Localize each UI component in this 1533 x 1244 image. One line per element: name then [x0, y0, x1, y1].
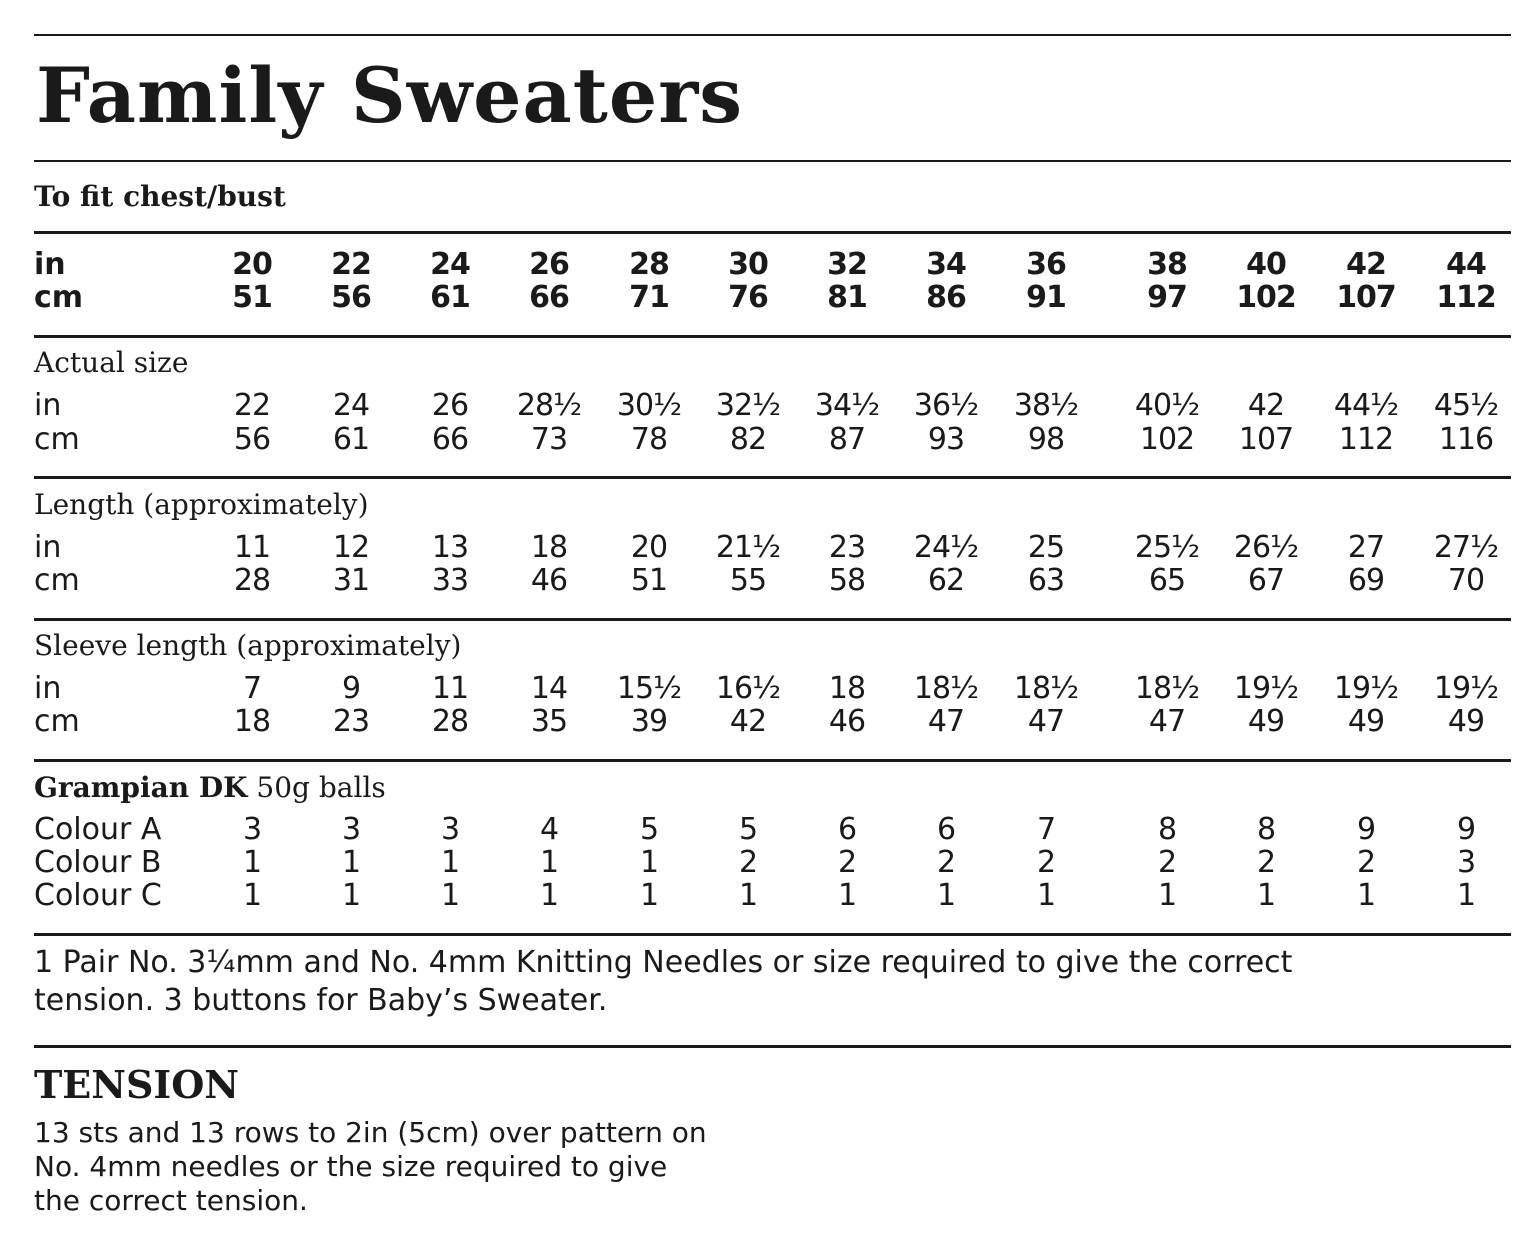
- size-value: 61: [332, 422, 370, 457]
- size-value: 1: [738, 878, 758, 913]
- size-value: 21½: [715, 530, 781, 565]
- yarn-name: Grampian DK: [34, 771, 248, 804]
- size-value: 2: [837, 845, 857, 880]
- top-rule: [34, 34, 1511, 36]
- size-value: 27: [1347, 530, 1385, 565]
- size-value: 40: [1246, 247, 1286, 282]
- needles-line: tension. 3 buttons for Baby’s Sweater.: [34, 983, 608, 1018]
- row-label: cm: [34, 422, 80, 457]
- section-rule: [34, 933, 1511, 936]
- actual-cm-row: [0, 423, 1533, 457]
- size-value: 67: [1247, 563, 1285, 598]
- size-value: 1: [242, 845, 262, 880]
- size-value: 2: [1356, 845, 1376, 880]
- chest-heading: To fit chest/bust: [34, 180, 286, 213]
- colour-c-row: [0, 879, 1533, 913]
- size-value: 18½: [913, 671, 979, 706]
- size-value: 22: [233, 388, 271, 423]
- size-value: 16½: [715, 671, 781, 706]
- size-value: 107: [1238, 422, 1294, 457]
- size-value: 1: [837, 878, 857, 913]
- size-value: 42: [1247, 388, 1285, 423]
- size-value: 34½: [814, 388, 880, 423]
- size-value: 3: [440, 812, 460, 847]
- size-value: 26: [529, 247, 569, 282]
- size-value: 87: [828, 422, 866, 457]
- needles-note: [34, 944, 1494, 1020]
- size-value: 18: [233, 704, 271, 739]
- size-value: 46: [530, 563, 568, 598]
- row-label: cm: [34, 563, 80, 598]
- colour-b-row: [0, 846, 1533, 880]
- size-value: 32: [827, 247, 867, 282]
- chest-in-row: [0, 248, 1533, 282]
- tension-line: No. 4mm needles or the size required to give: [34, 1150, 668, 1183]
- size-value: 9: [1456, 812, 1476, 847]
- size-value: 81: [827, 280, 867, 315]
- row-label: cm: [34, 704, 80, 739]
- size-value: 63: [1027, 563, 1065, 598]
- size-value: 47: [927, 704, 965, 739]
- size-value: 73: [530, 422, 568, 457]
- size-value: 18: [828, 671, 866, 706]
- size-value: 97: [1147, 280, 1187, 315]
- size-value: 19½: [1233, 671, 1299, 706]
- size-value: 28: [431, 704, 469, 739]
- size-value: 49: [1347, 704, 1385, 739]
- actual-in-row: [0, 389, 1533, 423]
- size-value: 3: [1456, 845, 1476, 880]
- tension-text: [34, 1116, 754, 1218]
- section-rule: [34, 335, 1511, 338]
- length-heading: Length (approximately): [34, 488, 369, 521]
- size-value: 82: [729, 422, 767, 457]
- size-value: 20: [232, 247, 272, 282]
- size-value: 56: [233, 422, 271, 457]
- size-value: 1: [440, 878, 460, 913]
- size-value: 6: [936, 812, 956, 847]
- size-value: 7: [1036, 812, 1056, 847]
- size-value: 8: [1157, 812, 1177, 847]
- size-value: 8: [1256, 812, 1276, 847]
- size-value: 39: [630, 704, 668, 739]
- size-value: 44½: [1333, 388, 1399, 423]
- row-label: in: [34, 671, 62, 706]
- section-rule: [34, 476, 1511, 479]
- size-value: 15½: [616, 671, 682, 706]
- size-value: 30½: [616, 388, 682, 423]
- size-value: 51: [630, 563, 668, 598]
- size-value: 13: [431, 530, 469, 565]
- size-value: 19½: [1433, 671, 1499, 706]
- size-value: 34: [926, 247, 966, 282]
- sleeve-in-row: [0, 672, 1533, 706]
- size-value: 102: [1236, 280, 1296, 315]
- size-value: 98: [1027, 422, 1065, 457]
- size-value: 1: [1256, 878, 1276, 913]
- tension-line: the correct tension.: [34, 1184, 308, 1217]
- size-value: 70: [1447, 563, 1485, 598]
- size-value: 102: [1139, 422, 1195, 457]
- size-value: 62: [927, 563, 965, 598]
- size-value: 44: [1446, 247, 1486, 282]
- size-value: 20: [630, 530, 668, 565]
- size-value: 12: [332, 530, 370, 565]
- yarn-quantity: 50g balls: [247, 771, 386, 804]
- size-value: 36½: [913, 388, 979, 423]
- size-value: 3: [341, 812, 361, 847]
- size-value: 25: [1027, 530, 1065, 565]
- size-value: 66: [529, 280, 569, 315]
- size-value: 11: [233, 530, 271, 565]
- size-value: 69: [1347, 563, 1385, 598]
- size-value: 1: [242, 878, 262, 913]
- size-value: 71: [629, 280, 669, 315]
- size-value: 61: [430, 280, 470, 315]
- size-value: 24½: [913, 530, 979, 565]
- title-rule: [34, 160, 1511, 162]
- section-rule: [34, 618, 1511, 621]
- size-value: 19½: [1333, 671, 1399, 706]
- size-value: 7: [242, 671, 262, 706]
- size-value: 2: [738, 845, 758, 880]
- size-value: 116: [1438, 422, 1494, 457]
- needles-line: 1 Pair No. 3¼mm and No. 4mm Knitting Needles or size required to give the correct: [34, 945, 1293, 980]
- size-value: 1: [341, 878, 361, 913]
- row-label: Colour C: [34, 878, 162, 913]
- size-value: 45½: [1433, 388, 1499, 423]
- chest-cm-row: [0, 281, 1533, 315]
- size-value: 2: [1256, 845, 1276, 880]
- size-value: 91: [1026, 280, 1066, 315]
- size-value: 1: [539, 878, 559, 913]
- size-value: 65: [1148, 563, 1186, 598]
- length-in-row: [0, 531, 1533, 565]
- size-value: 1: [539, 845, 559, 880]
- row-label: in: [34, 530, 62, 565]
- size-value: 86: [926, 280, 966, 315]
- size-value: 49: [1447, 704, 1485, 739]
- size-value: 26½: [1233, 530, 1299, 565]
- size-value: 31: [332, 563, 370, 598]
- yarn-heading: [34, 771, 386, 805]
- size-value: 112: [1338, 422, 1394, 457]
- size-value: 5: [639, 812, 659, 847]
- row-label: cm: [34, 280, 84, 315]
- size-value: 1: [639, 845, 659, 880]
- size-value: 24: [430, 247, 470, 282]
- size-value: 25½: [1134, 530, 1200, 565]
- size-value: 35: [530, 704, 568, 739]
- size-value: 1: [341, 845, 361, 880]
- size-value: 9: [341, 671, 361, 706]
- size-value: 22: [331, 247, 371, 282]
- size-value: 33: [431, 563, 469, 598]
- size-value: 2: [1036, 845, 1056, 880]
- size-value: 6: [837, 812, 857, 847]
- length-cm-row: [0, 564, 1533, 598]
- sleeve-heading: Sleeve length (approximately): [34, 629, 462, 662]
- sleeve-cm-row: [0, 705, 1533, 739]
- size-value: 27½: [1433, 530, 1499, 565]
- colour-a-row: [0, 813, 1533, 847]
- size-value: 107: [1336, 280, 1396, 315]
- size-value: 1: [1456, 878, 1476, 913]
- size-value: 32½: [715, 388, 781, 423]
- size-value: 24: [332, 388, 370, 423]
- size-value: 26: [431, 388, 469, 423]
- size-value: 1: [936, 878, 956, 913]
- size-value: 1: [639, 878, 659, 913]
- size-value: 42: [729, 704, 767, 739]
- size-value: 1: [440, 845, 460, 880]
- section-rule: [34, 759, 1511, 762]
- size-value: 5: [738, 812, 758, 847]
- row-label: Colour B: [34, 845, 162, 880]
- size-value: 46: [828, 704, 866, 739]
- actual-size-heading: Actual size: [34, 346, 189, 379]
- size-value: 2: [1157, 845, 1177, 880]
- size-value: 3: [242, 812, 262, 847]
- tension-line: 13 sts and 13 rows to 2in (5cm) over pattern on: [34, 1116, 707, 1149]
- size-value: 28½: [516, 388, 582, 423]
- size-value: 28: [629, 247, 669, 282]
- size-value: 58: [828, 563, 866, 598]
- size-value: 36: [1026, 247, 1066, 282]
- size-value: 56: [331, 280, 371, 315]
- size-value: 2: [936, 845, 956, 880]
- size-value: 78: [630, 422, 668, 457]
- size-value: 9: [1356, 812, 1376, 847]
- size-value: 23: [828, 530, 866, 565]
- tension-heading: TENSION: [34, 1062, 240, 1107]
- size-value: 51: [232, 280, 272, 315]
- page-title: Family Sweaters: [36, 51, 744, 140]
- size-value: 38½: [1013, 388, 1079, 423]
- size-value: 112: [1436, 280, 1496, 315]
- size-value: 55: [729, 563, 767, 598]
- row-label: in: [34, 388, 62, 423]
- size-value: 18: [530, 530, 568, 565]
- size-value: 47: [1027, 704, 1065, 739]
- size-value: 18½: [1134, 671, 1200, 706]
- size-value: 49: [1247, 704, 1285, 739]
- row-label: in: [34, 247, 66, 282]
- size-value: 28: [233, 563, 271, 598]
- size-value: 1: [1036, 878, 1056, 913]
- chest-rule: [34, 231, 1511, 234]
- size-value: 42: [1346, 247, 1386, 282]
- size-value: 76: [728, 280, 768, 315]
- size-value: 18½: [1013, 671, 1079, 706]
- size-value: 11: [431, 671, 469, 706]
- size-value: 1: [1157, 878, 1177, 913]
- size-value: 1: [1356, 878, 1376, 913]
- size-value: 38: [1147, 247, 1187, 282]
- size-value: 40½: [1134, 388, 1200, 423]
- size-value: 47: [1148, 704, 1186, 739]
- section-rule: [34, 1045, 1511, 1048]
- size-value: 93: [927, 422, 965, 457]
- size-value: 66: [431, 422, 469, 457]
- size-value: 14: [530, 671, 568, 706]
- size-value: 4: [539, 812, 559, 847]
- size-value: 30: [728, 247, 768, 282]
- row-label: Colour A: [34, 812, 162, 847]
- size-value: 23: [332, 704, 370, 739]
